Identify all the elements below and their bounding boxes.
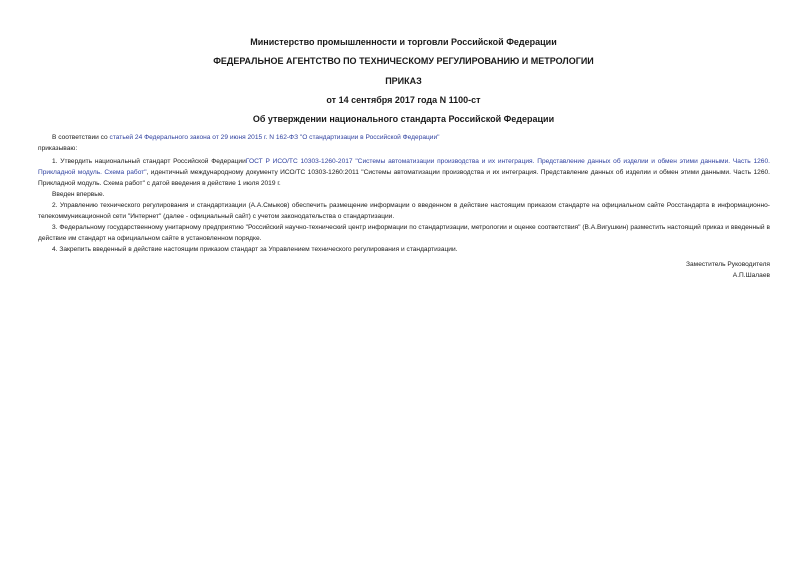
- ministry-heading: Министерство промышленности и торговли Российской Федерации: [250, 37, 557, 47]
- standard-link[interactable]: ГОСТ Р ИСО/ТС 10303-1260-2017 "Системы автоматизации производства и их интеграция. Представление данных об изделии и обмен этими данными. Часть 1260. Прикладной модуль. Схема работ": [38, 158, 770, 176]
- document-body: [38, 132, 770, 281]
- signature-name: А.П.Шалаев: [732, 272, 770, 279]
- subject-heading: Об утверждении национального стандарта Российской Федерации: [252, 114, 555, 124]
- doc-type-heading: ПРИКАЗ: [385, 76, 422, 86]
- intro-paragraph: [38, 132, 770, 143]
- introduced-note: Введен впервые.: [52, 191, 105, 198]
- item-1-paragraph: [38, 156, 770, 189]
- law-link[interactable]: статьей 24 Федерального закона от 29 июня 2015 г. N 162-ФЗ "О стандартизации в Российской Федерации": [109, 134, 440, 141]
- item-1-prefix: 1. Утвердить национальный стандарт Российской Федерации: [52, 158, 246, 165]
- signature-position: Заместитель Руководителя: [686, 261, 770, 268]
- item-2-paragraph: 2. Управлению технического регулирования и стандартизации (А.А.Смыков) обеспечить размещение информации о введенном в действие настоящим приказом стандарте на официальном сайте Росстандарта в информационно-телекоммуникационной сети "Интернет" (далее - официальный сайт) с учетом законодательства о стандартизации.: [38, 202, 770, 220]
- order-word: приказываю:: [38, 145, 78, 152]
- agency-heading: ФЕДЕРАЛЬНОЕ АГЕНТСТВО ПО ТЕХНИЧЕСКОМУ РЕГУЛИРОВАНИЮ И МЕТРОЛОГИИ: [213, 56, 594, 66]
- item-3-paragraph: 3. Федеральному государственному унитарному предприятию "Российский научно-технический центр информации по стандартизации, метрологии и оценке соответствия" (В.А.Вигушкин) разместить настоящий приказ и введенный в действие им стандарт на официальном сайте в установленном порядке.: [38, 224, 770, 242]
- intro-prefix: В соответствии со: [52, 134, 110, 141]
- date-number-heading: от 14 сентября 2017 года N 1100-ст: [326, 95, 481, 105]
- item-4-paragraph: 4. Закрепить введенный в действие настоящим приказом стандарт за Управлением технического регулирования и стандартизации.: [52, 246, 458, 253]
- item-1-suffix: , идентичный международному документу ИСО/ТС 10303-1260:2011 "Системы автоматизации производства и их интеграция. Представление данных об изделии и обмен этими данными. Часть 1260. Прикладной модуль. Схема работ" с датой введения в действие 1 июля 2019 г.: [38, 169, 770, 187]
